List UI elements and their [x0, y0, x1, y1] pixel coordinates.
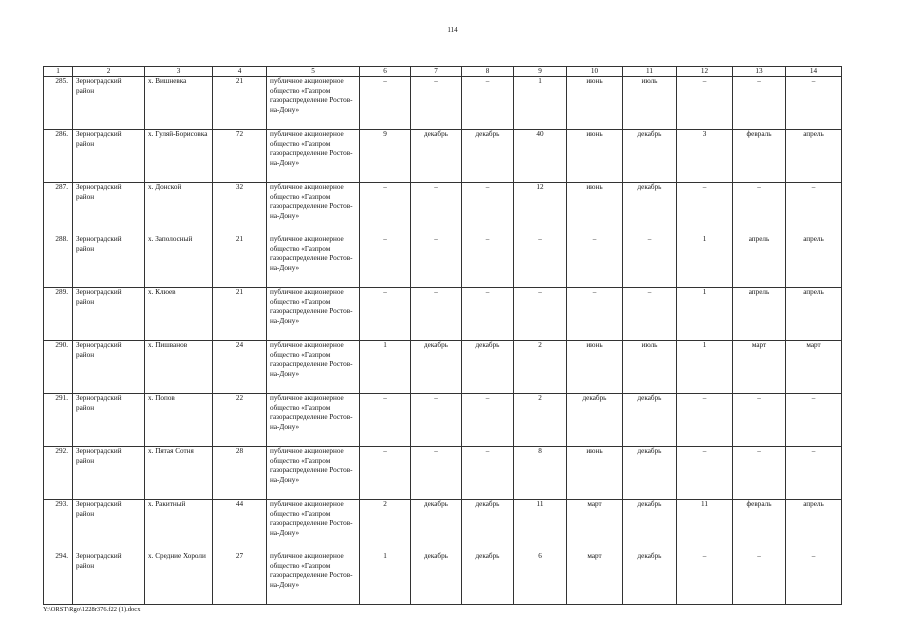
row-number: 292.: [44, 447, 73, 500]
column-7-cell: –: [411, 183, 462, 236]
settlement-cell: х. Пишванов: [145, 341, 213, 394]
column-6-cell: –: [360, 183, 411, 236]
column-13-cell: март: [733, 341, 786, 394]
settlement-cell: х. Заполосный: [145, 235, 213, 288]
column-13-cell: февраль: [733, 130, 786, 183]
column-11-cell: декабрь: [623, 447, 677, 500]
table-row: [44, 552, 842, 605]
column-7-cell: декабрь: [411, 552, 462, 605]
column-8-cell: –: [462, 77, 514, 130]
district-cell: Зерноградский район: [73, 447, 145, 500]
row-number: 294.: [44, 552, 73, 605]
column-9-cell: –: [514, 235, 567, 288]
column-4-cell: 27: [213, 552, 267, 605]
column-13-cell: –: [733, 394, 786, 447]
column-12-cell: 3: [677, 130, 733, 183]
organization-cell: публичное акционерное общество «Газпром газораспределение Ростов-на-Дону»: [267, 500, 360, 553]
organization-cell: публичное акционерное общество «Газпром газораспределение Ростов-на-Дону»: [267, 288, 360, 341]
settlement-cell: х. Гуляй-Борисовка: [145, 130, 213, 183]
column-header-6: 6: [360, 67, 411, 77]
column-11-cell: декабрь: [623, 394, 677, 447]
column-header-1: 1: [44, 67, 73, 77]
column-9-cell: 8: [514, 447, 567, 500]
column-header-4: 4: [213, 67, 267, 77]
column-6-cell: –: [360, 288, 411, 341]
column-6-cell: –: [360, 447, 411, 500]
column-11-cell: декабрь: [623, 130, 677, 183]
organization-cell: публичное акционерное общество «Газпром газораспределение Ростов-на-Дону»: [267, 183, 360, 236]
column-9-cell: –: [514, 288, 567, 341]
column-4-cell: 72: [213, 130, 267, 183]
column-8-cell: декабрь: [462, 500, 514, 553]
column-4-cell: 24: [213, 341, 267, 394]
column-11-cell: –: [623, 235, 677, 288]
district-cell: Зерноградский район: [73, 288, 145, 341]
district-cell: Зерноградский район: [73, 183, 145, 236]
column-13-cell: –: [733, 552, 786, 605]
column-10-cell: июнь: [567, 447, 623, 500]
table-row: [44, 235, 842, 288]
district-cell: Зерноградский район: [73, 130, 145, 183]
column-10-cell: –: [567, 235, 623, 288]
row-number: 290.: [44, 341, 73, 394]
row-number: 293.: [44, 500, 73, 553]
table-row: [44, 394, 842, 447]
column-7-cell: –: [411, 77, 462, 130]
column-8-cell: –: [462, 235, 514, 288]
column-7-cell: –: [411, 447, 462, 500]
row-number: 291.: [44, 394, 73, 447]
column-6-cell: 1: [360, 341, 411, 394]
column-10-cell: –: [567, 288, 623, 341]
column-8-cell: –: [462, 394, 514, 447]
column-13-cell: –: [733, 447, 786, 500]
column-14-cell: –: [786, 183, 842, 236]
column-14-cell: –: [786, 552, 842, 605]
settlement-cell: х. Средние Хороли: [145, 552, 213, 605]
column-10-cell: июнь: [567, 130, 623, 183]
column-6-cell: –: [360, 235, 411, 288]
column-header-5: 5: [267, 67, 360, 77]
column-10-cell: июнь: [567, 183, 623, 236]
column-7-cell: –: [411, 394, 462, 447]
column-header-3: 3: [145, 67, 213, 77]
column-13-cell: –: [733, 77, 786, 130]
column-9-cell: 6: [514, 552, 567, 605]
column-6-cell: –: [360, 77, 411, 130]
column-4-cell: 44: [213, 500, 267, 553]
column-7-cell: –: [411, 235, 462, 288]
column-9-cell: 11: [514, 500, 567, 553]
column-9-cell: 2: [514, 341, 567, 394]
column-header-9: 9: [514, 67, 567, 77]
settlement-cell: х. Ракитный: [145, 500, 213, 553]
column-header-13: 13: [733, 67, 786, 77]
column-14-cell: –: [786, 394, 842, 447]
table-row: [44, 500, 842, 553]
column-6-cell: 9: [360, 130, 411, 183]
column-4-cell: 21: [213, 235, 267, 288]
row-number: 288.: [44, 235, 73, 288]
column-4-cell: 21: [213, 288, 267, 341]
organization-cell: публичное акционерное общество «Газпром газораспределение Ростов-на-Дону»: [267, 552, 360, 605]
column-13-cell: апрель: [733, 288, 786, 341]
table-row: [44, 447, 842, 500]
row-number: 285.: [44, 77, 73, 130]
settlement-cell: х. Донской: [145, 183, 213, 236]
column-4-cell: 28: [213, 447, 267, 500]
organization-cell: публичное акционерное общество «Газпром газораспределение Ростов-на-Дону»: [267, 341, 360, 394]
column-7-cell: декабрь: [411, 341, 462, 394]
header-row: [44, 67, 842, 77]
column-8-cell: декабрь: [462, 341, 514, 394]
table-row: [44, 130, 842, 183]
column-12-cell: 1: [677, 288, 733, 341]
settlement-cell: х. Вишневка: [145, 77, 213, 130]
column-9-cell: 2: [514, 394, 567, 447]
column-12-cell: –: [677, 552, 733, 605]
column-13-cell: апрель: [733, 235, 786, 288]
column-7-cell: декабрь: [411, 500, 462, 553]
organization-cell: публичное акционерное общество «Газпром газораспределение Ростов-на-Дону»: [267, 447, 360, 500]
column-13-cell: –: [733, 183, 786, 236]
table-row: [44, 341, 842, 394]
settlement-cell: х. Попов: [145, 394, 213, 447]
column-9-cell: 1: [514, 77, 567, 130]
column-7-cell: декабрь: [411, 130, 462, 183]
column-14-cell: апрель: [786, 288, 842, 341]
column-12-cell: –: [677, 183, 733, 236]
column-4-cell: 32: [213, 183, 267, 236]
column-10-cell: декабрь: [567, 394, 623, 447]
column-10-cell: июнь: [567, 77, 623, 130]
column-11-cell: –: [623, 288, 677, 341]
organization-cell: публичное акционерное общество «Газпром газораспределение Ростов-на-Дону»: [267, 394, 360, 447]
column-8-cell: –: [462, 288, 514, 341]
page-number: 114: [447, 26, 458, 34]
column-header-8: 8: [462, 67, 514, 77]
district-cell: Зерноградский район: [73, 394, 145, 447]
row-number: 287.: [44, 183, 73, 236]
column-12-cell: –: [677, 77, 733, 130]
column-6-cell: 2: [360, 500, 411, 553]
column-9-cell: 40: [514, 130, 567, 183]
column-8-cell: декабрь: [462, 130, 514, 183]
district-cell: Зерноградский район: [73, 77, 145, 130]
column-11-cell: декабрь: [623, 500, 677, 553]
column-14-cell: –: [786, 447, 842, 500]
settlement-cell: х. Клюев: [145, 288, 213, 341]
column-14-cell: апрель: [786, 235, 842, 288]
district-cell: Зерноградский район: [73, 552, 145, 605]
column-13-cell: февраль: [733, 500, 786, 553]
column-8-cell: декабрь: [462, 552, 514, 605]
table-row: [44, 288, 842, 341]
column-8-cell: –: [462, 447, 514, 500]
district-cell: Зерноградский район: [73, 235, 145, 288]
column-10-cell: март: [567, 552, 623, 605]
column-12-cell: –: [677, 447, 733, 500]
row-number: 286.: [44, 130, 73, 183]
column-12-cell: 1: [677, 235, 733, 288]
column-14-cell: –: [786, 77, 842, 130]
column-10-cell: июнь: [567, 341, 623, 394]
column-header-2: 2: [73, 67, 145, 77]
column-11-cell: декабрь: [623, 552, 677, 605]
column-4-cell: 22: [213, 394, 267, 447]
column-12-cell: –: [677, 394, 733, 447]
column-14-cell: апрель: [786, 130, 842, 183]
column-header-12: 12: [677, 67, 733, 77]
column-header-14: 14: [786, 67, 842, 77]
column-11-cell: июль: [623, 341, 677, 394]
register-table: [43, 66, 842, 605]
column-header-11: 11: [623, 67, 677, 77]
organization-cell: публичное акционерное общество «Газпром газораспределение Ростов-на-Дону»: [267, 235, 360, 288]
column-header-10: 10: [567, 67, 623, 77]
district-cell: Зерноградский район: [73, 341, 145, 394]
file-path-footer: Y:\ORST\Rgo\1228r376.f22 (1).docx: [43, 606, 141, 613]
district-cell: Зерноградский район: [73, 500, 145, 553]
column-9-cell: 12: [514, 183, 567, 236]
column-10-cell: март: [567, 500, 623, 553]
column-14-cell: апрель: [786, 500, 842, 553]
organization-cell: публичное акционерное общество «Газпром газораспределение Ростов-на-Дону»: [267, 77, 360, 130]
column-4-cell: 21: [213, 77, 267, 130]
column-7-cell: –: [411, 288, 462, 341]
column-11-cell: декабрь: [623, 183, 677, 236]
settlement-cell: х. Пятая Сотня: [145, 447, 213, 500]
organization-cell: публичное акционерное общество «Газпром газораспределение Ростов-на-Дону»: [267, 130, 360, 183]
column-11-cell: июль: [623, 77, 677, 130]
column-6-cell: 1: [360, 552, 411, 605]
table-row: [44, 77, 842, 130]
column-12-cell: 1: [677, 341, 733, 394]
row-number: 289.: [44, 288, 73, 341]
column-6-cell: –: [360, 394, 411, 447]
table-row: [44, 183, 842, 236]
column-14-cell: март: [786, 341, 842, 394]
column-12-cell: 11: [677, 500, 733, 553]
column-header-7: 7: [411, 67, 462, 77]
column-8-cell: –: [462, 183, 514, 236]
